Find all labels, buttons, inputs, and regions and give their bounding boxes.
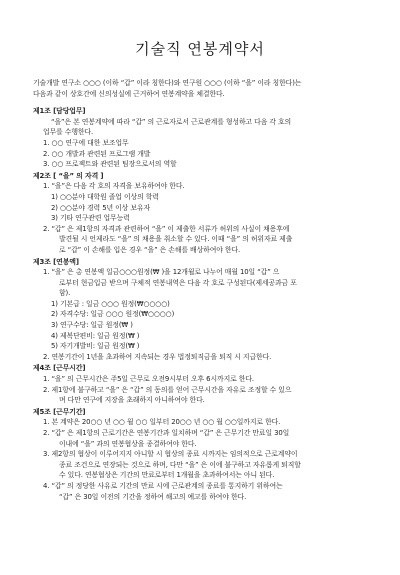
list-item: 4. “갑” 의 정당한 사유로 기간의 만료 시에 근로관계의 종료를 통지하기 위하여는 (43, 481, 283, 490)
sub-list-item: 1) ○○분야 대학원 졸업 이상의 학력 (51, 192, 159, 201)
article-3 (33, 257, 367, 363)
list-item-continued: 이내에 “을” 과의 연봉협상을 종결하여야 한다. (59, 439, 197, 448)
intro-line: 기술개발 연구소 ○○○ (이하 “갑” 이라 칭한다)와 연구원 ○○○ (이하 “을” 이라 칭한다)는 (33, 79, 302, 87)
sub-list-item: 1) 기본급 : 일금 ○○○ 원정(₩○○○○) (51, 299, 170, 308)
article-heading: 제5조 [근무기간] (33, 407, 86, 416)
article-heading: 제1조 [담당업무] (33, 107, 86, 116)
list-item: 2. ○○ 개발과 관련된 프로그램 개발 (43, 149, 151, 158)
list-item: 3. ○○ 프로젝트와 관련된 팀장으로서의 역할 (43, 160, 177, 169)
list-item: 3. 제2항의 협상이 이루어지지 아니할 시 협상의 종료 시까지는 임의적으로 근로계약이 (43, 450, 298, 459)
sub-list-item: 2) ○○분야 경력 5년 이상 보유자 (51, 203, 150, 212)
list-item: 2. “갑” 은 제1항의 근로기간은 연봉기간과 일치하며 “갑” 은 근무기간 만료일 30일 (43, 429, 290, 437)
list-item: 1. ○○ 연구에 대한 보조업무 (43, 138, 129, 147)
list-item: 2. “갑” 은 제1항의 자격과 관련하여 “을” 이 제출한 서류가 허위의 사실이 채용후에 (43, 224, 290, 233)
article-heading: 제4조 [근무시간] (33, 364, 86, 373)
sub-list-item: 3) 연구수당: 일금 원정(₩ ) (51, 321, 133, 330)
article-1 (33, 106, 367, 170)
list-item: 2. 제1항에 불구하고 “을” 은 “갑” 의 동의를 얻어 근무시간을 자유로 조정할 수 있으 (43, 385, 292, 394)
sub-list-item: 3) 기타 연구관련 업무능력 (51, 214, 130, 223)
list-item-continued: 종료 조건으로 연장되는 것으로 하며, 다만 “을” 은 이에 불구하고 자유롭게 퇴직할 (59, 460, 301, 469)
article-5 (33, 407, 367, 502)
list-item: 2. 연봉기간이 1년을 초과하여 지속되는 경우 법정퇴직금을 퇴직 시 지급한다. (43, 352, 272, 361)
sub-list-item: 4) 제복단편비: 일금 원정(₩ ) (51, 331, 140, 340)
document-title: 기술직 연봉계약서 (135, 40, 265, 58)
list-item-continued: 며 다만 연구에 지장을 초래하지 아니하여야 한다. (59, 396, 205, 405)
list-item-continued: “갑” 은 30일 이전의 기간을 정하여 해고의 예고를 하여야 한다. (59, 492, 247, 501)
list-item-continued: 수 있다. 연봉협상은 기간의 만료로부터 1개월을 초과하여서는 아니 된다. (59, 471, 275, 480)
article-text: “을”은 본 연봉계약에 따라 “갑” 의 근로자로서 근로관계를 형성하고 다음 각 호의 (51, 117, 292, 126)
list-item-continued: 발견될 시 언제라도 “을” 의 채용을 취소할 수 있다. 이때 “을” 의 허위자료 제출 (59, 235, 293, 244)
sub-list-item: 5) 자기개발비: 일금 원정(₩ ) (51, 342, 140, 351)
article-heading: 제2조 [ “을” 의 자격 ] (33, 171, 104, 180)
intro-line: 다음과 같이 상호간에 신의성실에 근거하여 연봉계약을 체결한다. (33, 89, 225, 98)
list-item-continued: 함). (59, 289, 71, 298)
list-item: 1. 본 계약은 20○○ 년 ○○ 월 ○○ 일부터 20○○ 년 ○○ 월 ○○일까지로 한다. (43, 418, 281, 427)
sub-list-item: 2) 자격수당: 일금 ○○○ 원정(₩○○○○) (51, 310, 175, 319)
list-item-continued: 로부터 현금입금 받으며 구체적 연봉내역은 다음 각 호로 구성된다(제세공과금 포 (59, 278, 297, 287)
article-heading: 제3조 [연봉액] (33, 257, 79, 266)
intro-paragraph (33, 78, 367, 99)
article-4 (33, 363, 367, 405)
article-2 (33, 171, 367, 256)
list-item: 1. “을” 은 총 연봉액 일금○○○원정(₩ )을 12개월로 나누어 매월 10일 “갑” 으 (43, 268, 280, 277)
list-item: 1. “을” 의 근무시간은 주5일 근무로 오전9시부터 오후 6시까지로 한다. (43, 375, 254, 384)
article-text: 업무를 수행한다. (43, 128, 94, 137)
list-item-continued: 로 “갑” 이 손해를 입은 경우 “을” 은 손해를 배상하여야 한다. (59, 245, 241, 254)
list-item: 1. “을”은 다음 각 호의 자격을 보유하여야 한다. (43, 182, 185, 191)
